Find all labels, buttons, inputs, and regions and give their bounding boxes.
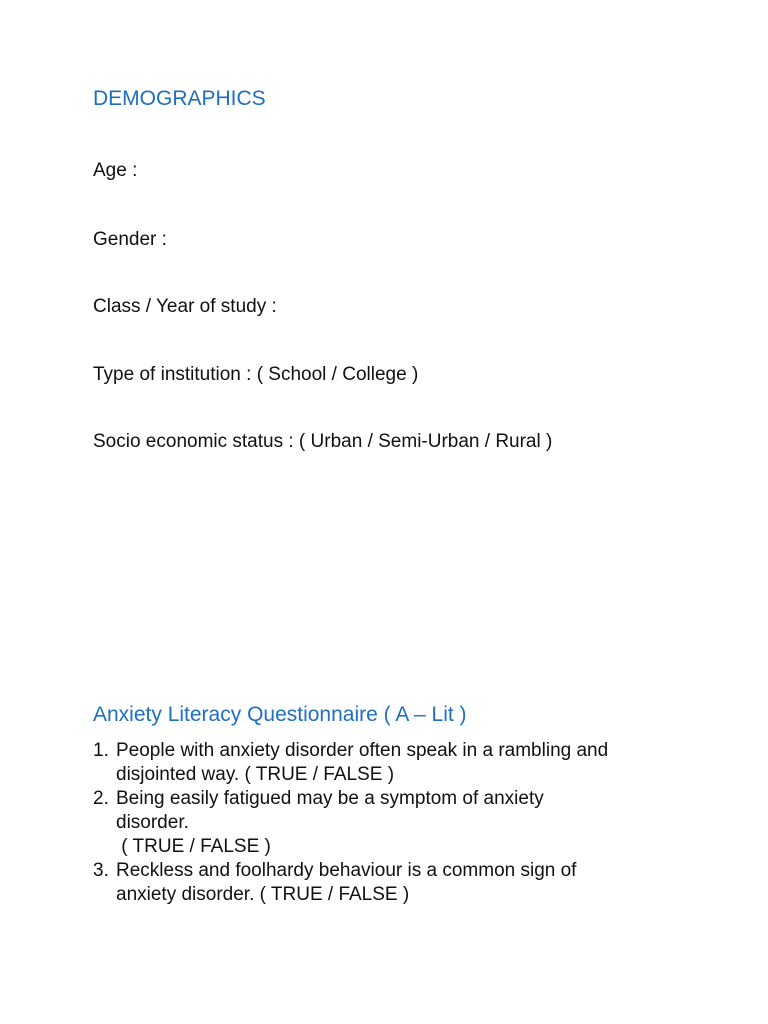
question-text-line: ( TRUE / FALSE ) bbox=[116, 836, 271, 857]
question-item bbox=[93, 739, 693, 787]
question-number: 3. bbox=[93, 860, 109, 881]
question-text-line: People with anxiety disorder often speak in a rambling and bbox=[116, 740, 609, 761]
question-item bbox=[93, 787, 693, 859]
question-text-line: anxiety disorder. ( TRUE / FALSE ) bbox=[116, 884, 410, 905]
question-text-line: disjointed way. ( TRUE / FALSE ) bbox=[116, 764, 395, 785]
socio-economic-status-field-label: Socio economic status : ( Urban / Semi-Urban / Rural ) bbox=[93, 431, 553, 452]
question-text-line: disorder. bbox=[116, 812, 189, 833]
questionnaire-list bbox=[93, 739, 693, 907]
question-item bbox=[93, 859, 693, 907]
class-year-field-label: Class / Year of study : bbox=[93, 296, 277, 317]
question-text-line: Being easily fatigued may be a symptom of anxiety bbox=[116, 788, 544, 809]
institution-type-field-label: Type of institution : ( School / College ) bbox=[93, 364, 419, 385]
demographics-heading: DEMOGRAPHICS bbox=[93, 87, 266, 110]
question-text-line: Reckless and foolhardy behaviour is a common sign of bbox=[116, 860, 577, 881]
age-field-label: Age : bbox=[93, 160, 138, 181]
question-number: 2. bbox=[93, 788, 109, 809]
question-number: 1. bbox=[93, 740, 109, 761]
gender-field-label: Gender : bbox=[93, 229, 167, 250]
questionnaire-heading: Anxiety Literacy Questionnaire ( A – Lit ) bbox=[93, 703, 467, 726]
